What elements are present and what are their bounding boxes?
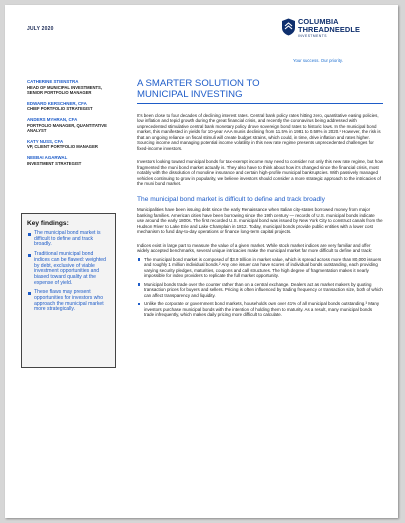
key-finding-item: Traditional municipal bond indices can be flawed: weighted by debt, exclusive of viable investment opportunities and biased toward quality at the expense of yield.	[27, 252, 110, 286]
author-name: EDWARD KERSCHNER, CFA	[27, 100, 87, 106]
publication-date: JULY 2020	[27, 26, 54, 32]
logo-line-2: THREADNEEDLE	[298, 24, 360, 34]
logo-tagline: Your success. Our priority.	[293, 58, 343, 63]
document-page	[5, 5, 398, 518]
body-bullet-list	[137, 257, 383, 318]
author-list	[27, 79, 113, 172]
author-name: CATHERINE STIENSTRA	[27, 79, 79, 84]
logo-subtext: INVESTMENTS	[298, 34, 327, 38]
author-entry	[27, 79, 113, 95]
body-paragraph: Investors looking toward municipal bonds for tax-exempt income may need to consider not only this new rate regime, but how fragmented the muni bond market actually is. They also have to think about how it's changed since the financial crisis, most notably with the dissolution of monoline insurance and certain high-profile municipal bankruptcies. With passively managed vehicles continuing to grow in popularity, we believe investors should consider a more strategic approach to the intricacies of the muni bond market.	[137, 159, 383, 187]
body-paragraph: It's been close to four decades of declining interest rates. Central bank policy rates hitting zero, quantitative easing policies, low inflation and tepid growth during the great financial crisis, and recently the coronavirus being addressed with unprecedented stimulative central bank monetary policy drove sovereign bond rates to historic lows. In the municipal bond market, this manifested in yields for 10-year AAA munis declining from 11.5% in 1981 to 0.58% in 2020.¹ However, the risk is that an ongoing reliance on fiscal stimuli will create budget strains, which could, in time, drive inflation and rates higher. Sourcing income and managing potential income volatility in this new rate regime presents unprecedented challenges for fixed-income investors.	[137, 112, 381, 151]
document-title	[137, 79, 383, 100]
bullet-item: The municipal bond market is composed of $3.9 trillion in market value, which is spread across more than 80,000 issuers and roughly 1 million individual bonds.² Any one issuer can have scores of individual bonds outstanding, each providing varying security pledges, maturities, coupons and call structures. The high degree of fragmentation makes it nearly impossible for index providers to replicate the full market opportunity.	[137, 257, 383, 279]
logo-line-1: COLUMBIA	[298, 17, 339, 26]
title-divider	[137, 103, 383, 104]
key-finding-item: These flaws may present opportunities for investors who approach the municipal market more strategically.	[27, 290, 110, 313]
author-name: KATY NUSS, CFA	[27, 138, 64, 144]
author-role: INVESTMENT STRATEGIST	[27, 160, 82, 166]
author-role: PORTFOLIO MANAGER, QUANTITATIVE ANALYST	[27, 122, 107, 133]
author-role: CHIEF PORTFOLIO STRATEGIST	[27, 106, 93, 111]
author-entry	[27, 155, 113, 166]
author-entry	[27, 101, 113, 112]
section-heading: The municipal bond market is difficult to define and track broadly	[137, 195, 325, 203]
author-entry	[27, 139, 113, 150]
logo-mark-icon	[281, 18, 296, 36]
author-role: HEAD OF MUNICIPAL INVESTMENTS, SENIOR PORTFOLIO MANAGER	[27, 84, 102, 95]
title-line-1: A SMARTER SOLUTION TO	[137, 78, 260, 89]
body-paragraph: Municipalities have been issuing debt since the early Renaissance when Italian city-states borrowed money from major banking families. American cities have been borrowing since the 19th century — records of U.S. municipal bonds indicate use around the early 1800s. The first recorded U.S. municipal bond was issued by New York City to construct canals from the Hudson River to Lake Erie and Lake Champlain in 1812. Today, municipal bonds provide public entities with a lower cost mechanism to fund day-to-day operations or finance long-term capital projects.	[137, 207, 383, 235]
bullet-item: Municipal bonds trade over the counter rather than on a central exchange. Dealers act as market makers by quoting transaction prices for buyers and sellers. Pricing is often influenced by trading frequency or transaction size, both of which can affect transparency and liquidity.	[137, 282, 383, 299]
company-logo	[281, 17, 391, 71]
author-role: VP, CLIENT PORTFOLIO MANAGER	[27, 144, 98, 149]
key-findings-box	[21, 213, 116, 368]
author-entry	[27, 117, 113, 133]
author-name: NEEBAI AGARWAL	[27, 155, 68, 160]
body-paragraph: Indices exist in large part to measure the value of a given market. While stock market indices are very familiar and offer widely accepted benchmarks, several unique intricacies make the municipal market far more difficult to define and track:	[137, 242, 373, 254]
title-line-2: MUNICIPAL INVESTING	[137, 88, 243, 100]
key-finding-item: The municipal bond market is difficult to define and track broadly.	[27, 231, 110, 248]
bullet-item: Unlike the corporate or government bond markets, households own over 41% of all municipal bonds outstanding.³ Many investors purchase municipal bonds with the intention of holding them to maturity. As a result, many municipal bonds trade infrequently, which makes daily pricing more difficult to calculate.	[137, 301, 383, 318]
author-name: ANDERS MYHRAN, CFA	[27, 117, 78, 122]
logo-wordmark	[298, 18, 360, 33]
main-column	[137, 79, 383, 321]
key-findings-list	[27, 231, 110, 313]
key-findings-title: Key findings:	[27, 220, 69, 227]
